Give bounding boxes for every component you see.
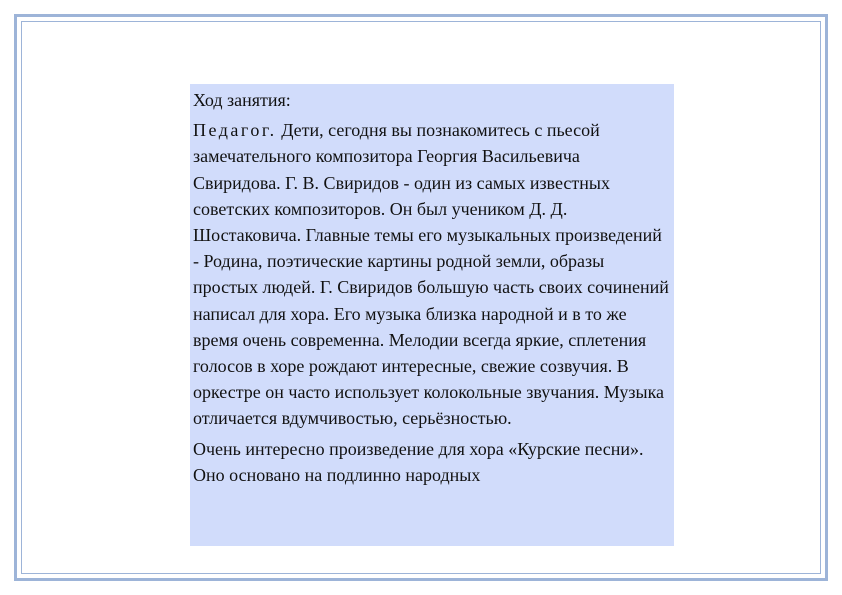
text-block bbox=[190, 84, 674, 546]
lesson-heading: Ход занятия: bbox=[193, 90, 291, 110]
paragraph-teacher-text: Дети, сегодня вы познакомитесь с пьесой замечательного композитора Георгия Васильевича Свиридова. Г. В. Свиридов - один из самых известных советских композиторов. Он был учеником Д. Д. Шостаковича. Главные темы его музыкальных произведений - Родина, поэтические картины родной земли, образы простых людей. Г. Свиридов большую часть своих сочинений написал для хора. Его музыка близка народной и в то же время очень современна. Мелодии всегда яркие, сплетения голосов в хоре рождают интересные, свежие созвучия. В оркестре он часто использует колокольные звучания. Музыка отличается вдумчивостью, серьёзностью. bbox=[193, 120, 669, 429]
speaker-label: Педагог. bbox=[193, 120, 277, 141]
paragraph-teacher bbox=[193, 117, 672, 431]
paragraph-kursk-songs: Очень интересно произведение для хора «Курские песни». Оно основано на подлинно народных bbox=[193, 438, 644, 485]
